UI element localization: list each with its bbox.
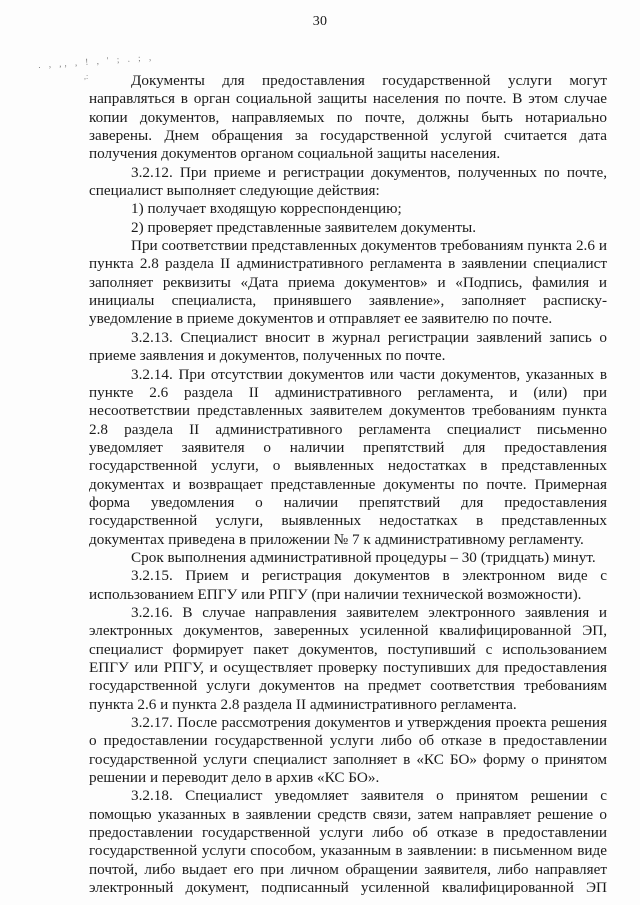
paragraph-3-2-13: 3.2.13. Специалист вносит в журнал регистрации заявлений запись о приеме заявления и документов, полученных по почте.: [89, 328, 607, 365]
paragraph-3-2-16: 3.2.16. В случае направления заявителем электронного заявления и электронных документов, заверенных усиленной квалифицированной ЭП, специалист формирует пакет документов, поступивший с использованием ЕПГУ или РПГУ, и осуществляет проверку поступивших для предоставления государственной услуги документов на предмет соответствия требованиям пункта 2.6 и пункта 2.8 раздела II административного регламента.: [89, 603, 607, 713]
paragraph-3-2-14: 3.2.14. При отсутствии документов или части документов, указанных в пункте 2.6 раздела II административного регламента, и (или) при несоответствии представленных заявителем документов требованиям пункта 2.8 раздела II административного регламента специалист письменно уведомляет заявителя о наличии препятствий для предоставления государственной услуги, о выявленных недостатках в представленных документах и возвращает представленные документы по почте. Примерная форма уведомления о наличии препятствий для предоставления государственной услуги, выявленных недостатках в представленных документах приведена в приложении № 7 к административному регламенту.: [89, 365, 607, 548]
list-item-1: 1) получает входящую корреспонденцию;: [131, 200, 402, 218]
document-body: [89, 72, 607, 897]
paragraph-documents-by-mail: Документы для предоставления государственной услуги могут направляться в орган социальной защиты населения по почте. В этом случае копии документов, направляемых по почте, должны быть нотариально заверены. Днем обращения за государственной услугой считается дата получения документов органом социальной защиты населения.: [89, 72, 607, 163]
paragraph-3-2-15: 3.2.15. Прием и регистрация документов в электронном виде с использованием ЕПГУ или РПГУ (при наличии технической возможности).: [89, 567, 607, 603]
page-number: 30: [312, 14, 328, 29]
scan-artifact: . , ,, , ! , ' ; . ; ,: [37, 51, 155, 71]
paragraph-3-2-17: 3.2.17. После рассмотрения документов и утверждения проекта решения о предоставлении государственной услуги либо об отказе в предоставлении государственной услуги специалист заполняет в «КС БО» форму о принятом решении и переводит дело в архив «КС БО».: [89, 714, 607, 787]
paragraph-3-2-18: 3.2.18. Специалист уведомляет заявителя о принятом решении с помощью указанных в заявлении средств связи, затем направляет решение о предоставлении государственной услуги либо об отказе в предоставлении государственной услуги способом, указанным в заявлении: в письменном виде почтой, либо выдает его при личном обращении заявителя, либо направляет электронный документ, подписанный усиленной квалифицированной ЭП: [89, 787, 607, 897]
paragraph-3-2-12: 3.2.12. При приеме и регистрации документов, полученных по почте, специалист выполняет следующие действия:: [89, 163, 607, 200]
scan-artifact-2: ,:: [84, 72, 89, 81]
paragraph-deadline: Срок выполнения административной процедуры – 30 (тридцать) минут.: [131, 548, 596, 566]
paragraph-compliance: При соответствии представленных документов требованиям пункта 2.6 и пункта 2.8 раздела II административного регламента в заявлении специалист заполняет реквизиты «Дата приема документов» и «Подпись, фамилия и инициалы специалиста, принявшего заявление», заполняет расписку-уведомление в приеме документов и отправляет ее заявителю по почте.: [89, 237, 607, 328]
list-item-2: 2) проверяет представленные заявителем документы.: [131, 218, 477, 236]
